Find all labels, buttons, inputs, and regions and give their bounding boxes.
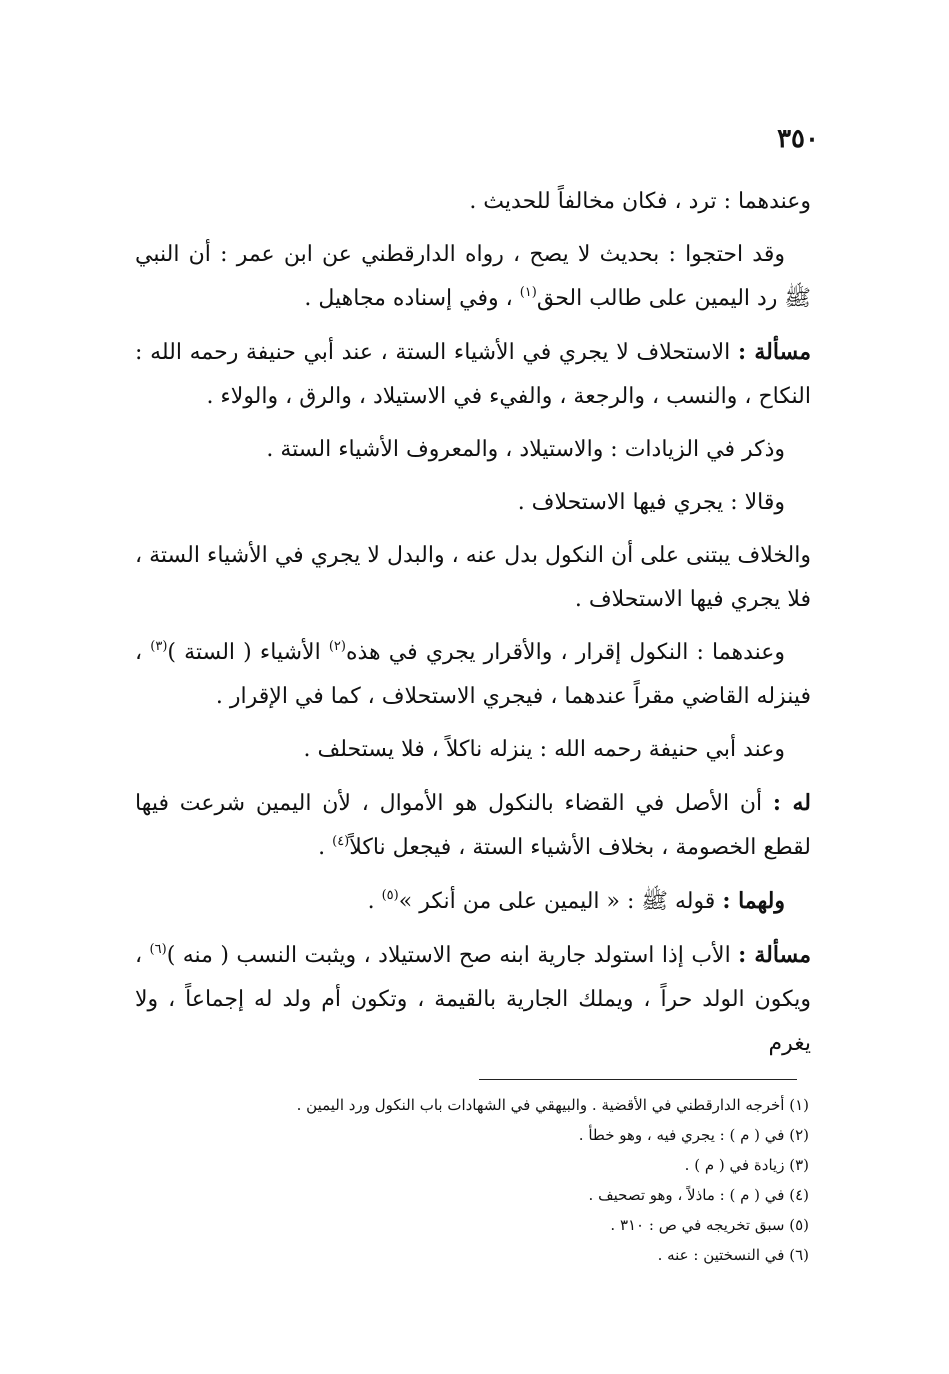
paragraph-text-after: . — [318, 835, 333, 860]
paragraph-6 — [135, 534, 811, 622]
paragraph-text-after: . — [367, 889, 382, 914]
page-number: ٣٥٠ — [777, 124, 819, 154]
paragraph-5 — [135, 481, 811, 525]
paragraph-lead: مسألة : — [737, 339, 811, 365]
paragraph-text: وقد احتجوا : بحديث لا يصح ، رواه الدارقطني عن ابن عمر : أن النبي ﷺ رد اليمين على طالب الحق — [135, 242, 811, 311]
footnote-ref: (٢) — [328, 639, 346, 654]
paragraph-10 — [135, 879, 811, 924]
paragraph-text: قوله ﷺ : « اليمين على من أنكر » — [398, 889, 723, 914]
footnote-ref: (٤) — [332, 834, 350, 849]
paragraph-text: أن الأصل في القضاء بالنكول هو الأموال ، لأن اليمين شرعت فيها لقطع الخصومة ، بخلاف الأشياء الستة ، فيجعل ناكلاً — [135, 791, 811, 860]
paragraph-lead: مسألة : — [738, 942, 811, 968]
footnote-ref: (٦) — [149, 942, 167, 957]
footnote-divider — [479, 1079, 797, 1080]
paragraph-lead: ولهما : — [722, 888, 785, 914]
paragraph-2 — [135, 233, 811, 321]
paragraph-text: الاستحلاف لا يجري في الأشياء الستة ، عند أبي حنيفة رحمه الله : النكاح ، والنسب ، والرجعة ، والفيء في الاستيلاد ، والرق ، والولاء . — [135, 340, 811, 409]
paragraph-text: وعندهما : النكول إقرار ، والأقرار يجري في هذه — [345, 640, 786, 665]
footnote-2: (٢) في ( م ) : يجري فيه ، وهو خطأ . — [578, 1126, 809, 1144]
paragraph-text: والخلاف يبتنى على أن النكول بدل عنه ، والبدل لا يجري في الأشياء الستة ، فلا يجري فيها الاستحلاف . — [135, 543, 811, 612]
paragraph-1 — [135, 180, 811, 224]
paragraph-text-after: ، وفي إسناده مجاهيل . — [304, 286, 520, 311]
footnote-1: (١) أخرجه الدارقطني في الأقضية . والبيهقي في الشهادات باب النكول ورد اليمين . — [296, 1096, 809, 1114]
paragraph-lead: له : — [772, 790, 811, 816]
footnote-5: (٥) سبق تخريجه في ص : ٣١٠ . — [610, 1216, 809, 1234]
paragraph-8 — [135, 728, 811, 772]
paragraph-text-after: ، فينزله القاضي مقراً عندهما ، فيجري الاستحلاف ، كما في الإقرار . — [135, 640, 811, 709]
paragraph-4 — [135, 428, 811, 472]
footnote-ref: (٣) — [150, 639, 168, 654]
footnote-ref: (٥) — [381, 888, 399, 903]
paragraph-text: الأب إذا استولد جارية ابنه صح الاستيلاد ، ويثبت النسب ( منه ) — [166, 943, 739, 968]
main-text — [135, 180, 811, 1075]
paragraph-text: وذكر في الزيادات : والاستيلاد ، والمعروف الأشياء الستة . — [266, 437, 785, 462]
paragraph-text: وعند أبي حنيفة رحمه الله : ينزله ناكلاً ، فلا يستحلف . — [303, 737, 785, 762]
paragraph-7 — [135, 631, 811, 719]
paragraph-3 — [135, 330, 811, 419]
paragraph-text: وقالا : يجري فيها الاستحلاف . — [517, 490, 785, 515]
footnote-3: (٣) زيادة في ( م ) . — [684, 1156, 809, 1174]
paragraph-text: وعندهما : ترد ، فكان مخالفاً للحديث . — [469, 189, 811, 214]
footnote-ref: (١) — [519, 285, 537, 300]
footnote-6: (٦) في النسختين : عنه . — [657, 1246, 809, 1264]
paragraph-text-after: ، ويكون الولد حراً ، ويملك الجارية بالقيمة ، وتكون أم ولد له إجماعاً ، ولا يغرم — [135, 943, 811, 1056]
paragraph-text-after: الأشياء ( الستة ) — [167, 640, 329, 665]
footnote-4: (٤) في ( م ) : ماذلاً ، وهو تصحيف . — [588, 1186, 809, 1204]
paragraph-11 — [135, 933, 811, 1066]
footnotes — [209, 1090, 809, 1270]
paragraph-9 — [135, 781, 811, 870]
